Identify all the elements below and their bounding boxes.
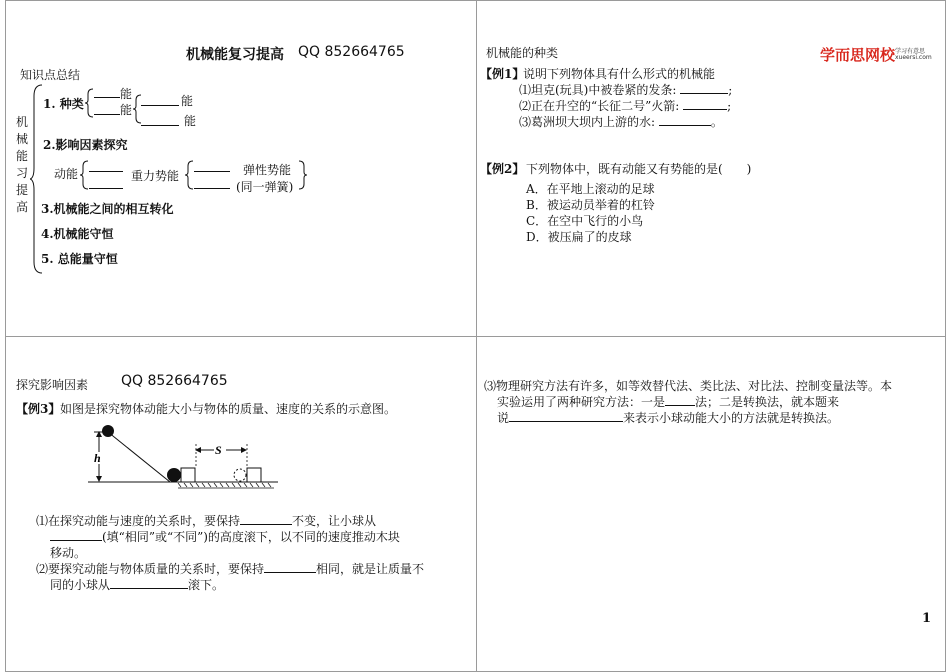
ex3-q3-line2 — [497, 393, 839, 410]
ex3-q3-line3 — [497, 409, 839, 426]
ex3-q1-line2 — [50, 528, 400, 545]
types-blank-2 — [94, 114, 120, 115]
gravity-pe-label: 重力势能 — [131, 169, 180, 183]
elastic-brace — [298, 160, 308, 190]
section-label: 知识点总结 — [20, 68, 81, 82]
gravity-brace — [184, 160, 194, 190]
ex3-q3-c: 法；二是转换法，就本题来 — [695, 395, 840, 409]
ex1-q3 — [519, 113, 723, 130]
energy-char-1: 能 — [120, 87, 133, 101]
ex2-label: 【例2】 — [480, 162, 525, 176]
label-h: h — [94, 451, 101, 465]
ex3-q1-blank-2[interactable] — [50, 529, 102, 541]
ex1-q2-text: ⑵正在升空的“长征二号”火箭: — [519, 99, 680, 113]
logo-sub-cn: 学习有意思 — [895, 48, 926, 55]
kinetic-blank-1 — [89, 171, 123, 172]
ex2-text: 下列物体中，既有动能又有势能的是( ) — [526, 162, 752, 176]
wood-block-moved — [247, 468, 261, 482]
ball-dashed — [234, 469, 246, 481]
ex3-q2-blank-1[interactable] — [264, 561, 316, 573]
logo-main-text: 学而思网校 — [820, 46, 896, 64]
ex3-q1-a: ⑴在探究动能与速度的关系时，要保持 — [36, 514, 241, 528]
ex2-option-b[interactable]: B．被运动员举着的杠铃 — [526, 198, 655, 212]
ex1-label: 【例1】 — [480, 67, 525, 81]
types-blank-3 — [141, 105, 179, 106]
energy-char-4: 能 — [184, 114, 197, 128]
ex1-q1-semicolon: ; — [728, 83, 733, 97]
energy-char-2: 能 — [120, 103, 133, 117]
ex3-q2-line2 — [50, 576, 224, 593]
ex3-q3-b: 实验运用了两种研究方法：一是 — [497, 395, 666, 409]
types-blank-4 — [141, 125, 179, 126]
ex3-q1-d: 移动。 — [50, 546, 87, 560]
gravity-blank-2 — [194, 188, 230, 189]
ball-bottom — [167, 468, 181, 482]
ex3-q2-blank-2[interactable] — [110, 577, 188, 589]
ex3-q2-c: 同的小球从 — [50, 578, 111, 592]
ex3-q1-b: 不变，让小球从 — [292, 514, 377, 528]
ex3-q2-b: 相同，就是让质量不 — [316, 562, 425, 576]
ex1-text: 说明下列物体具有什么形式的机械能 — [523, 67, 716, 81]
logo-sub-en: xueersi.com — [895, 54, 932, 61]
wood-block — [181, 468, 195, 482]
ex1-q1-blank[interactable] — [680, 82, 728, 94]
ex1-q2 — [519, 97, 731, 114]
ex3-q3-e: 来表示小球动能大小的方法就是转换法。 — [623, 411, 840, 425]
slide-1-title: 机械能复习提高 — [186, 47, 284, 63]
ex2-option-c[interactable]: C．在空中飞行的小鸟 — [526, 214, 644, 228]
ex3-q2-line1 — [36, 560, 424, 577]
ex1-q3-period: 。 — [710, 115, 723, 129]
ex3-q1-c: (填“相同”或“不同”)的高度滚下，以不同的速度推动木块 — [102, 530, 400, 544]
page-number: 1 — [922, 611, 932, 626]
label-s: S — [215, 443, 222, 457]
elastic-pe-label: 弹性势能 — [243, 163, 292, 177]
ground-hatch — [178, 483, 274, 488]
ex1-q2-semicolon: ; — [727, 99, 732, 113]
ex1-q1-text: ⑴坦克(玩具)中被卷紧的发条: — [519, 83, 677, 97]
ex1-q1 — [519, 81, 732, 98]
types-brace — [84, 88, 94, 118]
xueersi-logo — [820, 44, 895, 65]
ex3-q3-line1: ⑶物理研究方法有许多，如等效替代法、类比法、对比法、控制变量法等。本 — [484, 379, 893, 393]
ex2-option-a[interactable]: A．在平地上滚动的足球 — [526, 182, 655, 196]
ex3-q3-d: 说 — [497, 411, 510, 425]
item-3-conversion: 3.机械能之间的相互转化 — [41, 202, 174, 216]
ex3-q2-a: ⑵要探究动能与物体质量的关系时，要保持 — [36, 562, 265, 576]
ex3-label: 【例3】 — [16, 402, 61, 416]
ex3-text: 如图是探究物体动能大小与物体的质量、速度的关系的示意图。 — [60, 402, 397, 416]
slide-2-heading: 机械能的种类 — [486, 46, 559, 60]
ex3-q1-blank-1[interactable] — [240, 513, 292, 525]
kinetic-brace — [79, 160, 89, 190]
main-brace — [30, 84, 44, 274]
energy-char-3: 能 — [181, 94, 194, 108]
item-1-types: 1. 种类 — [43, 97, 84, 111]
vertical-label: 机械能习提高 — [15, 115, 28, 214]
item-4-conservation: 4.机械能守恒 — [41, 227, 114, 241]
slide-3-qq: QQ 852664765 — [121, 373, 228, 389]
ex2-option-d[interactable]: D．被压扁了的皮球 — [526, 230, 632, 244]
ex3-q2-d: 滚下。 — [188, 578, 225, 592]
ball-top — [102, 425, 114, 437]
ex1-q2-blank[interactable] — [683, 98, 727, 110]
item-2-factors: 2.影响因素探究 — [43, 138, 128, 152]
slide-3-heading: 探究影响因素 — [16, 378, 89, 392]
ex3-q3-blank-1[interactable] — [665, 394, 695, 406]
slide-1-qq: QQ 852664765 — [298, 44, 405, 60]
item-5-total-energy: 5. 总能量守恒 — [41, 252, 118, 266]
potential-brace — [132, 94, 142, 124]
kinetic-blank-2 — [89, 188, 123, 189]
same-spring-label: (同一弹簧) — [236, 180, 294, 194]
ex3-q3-blank-2[interactable] — [509, 410, 623, 422]
ex3-q1-line1 — [36, 512, 376, 529]
gravity-blank-1 — [194, 171, 230, 172]
types-blank-1 — [94, 97, 120, 98]
ex1-q3-blank[interactable] — [659, 114, 711, 126]
experiment-diagram — [78, 422, 288, 492]
ex1-q3-text: ⑶葛洲坝大坝内上游的水: — [519, 115, 656, 129]
kinetic-label: 动能 — [54, 167, 79, 181]
